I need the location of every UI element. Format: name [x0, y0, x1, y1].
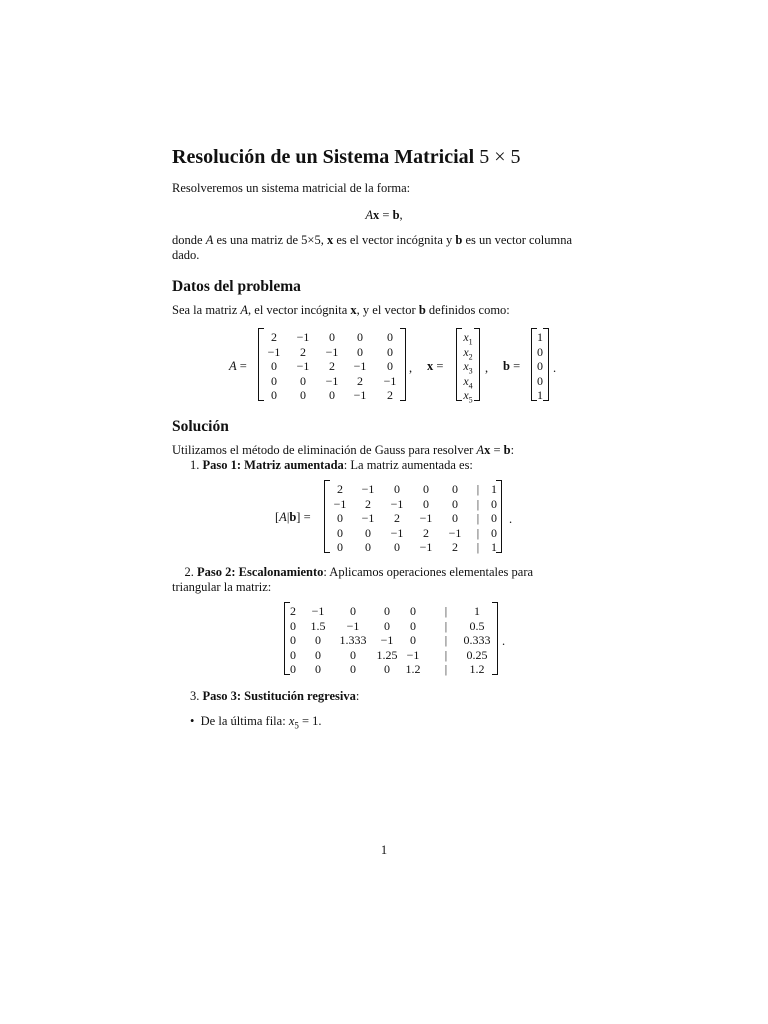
echelon-matrix-cell: 0 — [384, 604, 390, 618]
vector-b-cell: 0 — [537, 373, 543, 388]
augmented-matrix-cell: 0 — [337, 525, 343, 540]
echelon-matrix — [284, 602, 498, 675]
augmented-matrix-cell: 0 — [423, 482, 429, 496]
echelon-matrix-cell: 0 — [410, 604, 416, 618]
matrix-A-cell: 0 — [271, 359, 277, 373]
augmented-matrix-cell: 0 — [337, 540, 343, 554]
augmented-matrix-cell: 0 — [491, 525, 497, 540]
augmented-matrix-cell: | — [476, 540, 480, 554]
step-1: 1. Paso 1: Matriz aumentada: La matriz aumentada es: — [190, 458, 473, 472]
echelon-matrix-cell: 0 — [410, 633, 416, 647]
section-datos-heading: Datos del problema — [172, 278, 301, 295]
augmented-matrix-cell: −1 — [419, 511, 433, 525]
vector-x-cell: $x_2$ — [463, 344, 473, 361]
datos-intro: Sea la matriz A, el vector incógnita x, y el vector b definidos como: — [172, 303, 510, 317]
echelon-matrix-cell: 0 — [350, 662, 356, 676]
augmented-matrix — [324, 480, 502, 553]
augmented-matrix-cell: | — [476, 511, 480, 525]
echelon-matrix-cell: 0 — [350, 647, 356, 662]
intro-equation: Ax = b, — [365, 208, 403, 222]
matrix-A-cell: 2 — [271, 330, 277, 344]
augmented-matrix-cell: −1 — [333, 496, 347, 511]
step-3: 3. Paso 3: Sustitución regresiva: — [190, 689, 360, 703]
matrix-A-cell: −1 — [296, 330, 310, 344]
echelon-matrix-cell: 1.333 — [339, 633, 367, 647]
matrix-A-cell: 0 — [271, 373, 277, 388]
augmented-matrix-cell: 2 — [452, 540, 458, 554]
augmented-matrix-cell: 0 — [365, 525, 371, 540]
matrix-A-label: A = — [229, 359, 247, 373]
page-number: 1 — [380, 843, 388, 857]
echelon-matrix-cell: 0.5 — [469, 618, 485, 633]
echelon-matrix-cell: 0 — [350, 604, 356, 618]
page-title — [172, 146, 521, 169]
solucion-intro: Utilizamos el método de eliminación de Gauss para resolver Ax = b: — [172, 443, 515, 457]
augmented-end-period: . — [509, 512, 513, 526]
augmented-matrix-cell: 0 — [423, 496, 429, 511]
matrix-A-cell: 0 — [300, 373, 306, 388]
augmented-matrix-cell: 0 — [365, 540, 371, 554]
augmented-matrix-cell: −1 — [419, 540, 433, 554]
echelon-matrix-cell: | — [444, 633, 448, 647]
matrix-A-cell: 0 — [387, 330, 393, 344]
matrix-A-cell: −1 — [353, 359, 367, 373]
augmented-matrix-cell: 0 — [491, 511, 497, 525]
matrix-A-cell: −1 — [325, 344, 339, 359]
augmented-matrix-cell: 0 — [452, 482, 458, 496]
intro-paragraph: donde A es una matriz de 5×5, x es el vector incógnita y b es un vector columna dado. — [172, 233, 573, 262]
echelon-matrix-cell: 0 — [290, 633, 296, 647]
matrix-A-cell: 2 — [329, 359, 335, 373]
augmented-matrix-cell: 1 — [491, 540, 497, 554]
augmented-matrix-cell: 0 — [491, 496, 497, 511]
matrix-A-cell: 0 — [329, 330, 335, 344]
vector-x-cell: $x_4$ — [463, 373, 473, 390]
matrix-A-cell: 2 — [387, 388, 393, 402]
vector-b-cell: 1 — [537, 388, 543, 402]
augmented-matrix-cell: 0 — [452, 511, 458, 525]
augmented-matrix-cell: −1 — [361, 511, 375, 525]
augmented-matrix-cell: | — [476, 482, 480, 496]
matrix-A-cell: −1 — [296, 359, 310, 373]
matrix-A-cell: 0 — [329, 388, 335, 402]
echelon-matrix-cell: 0 — [290, 618, 296, 633]
intro-line-1: Resolveremos un sistema matricial de la forma: — [172, 181, 411, 195]
bullet-icon: • — [190, 714, 195, 728]
matrix-A-cell: 0 — [387, 344, 393, 359]
echelon-matrix-cell: 0 — [315, 647, 321, 662]
vector-x-cell: $x_1$ — [463, 330, 473, 347]
echelon-matrix-cell: 0 — [315, 633, 321, 647]
echelon-matrix-cell: −1 — [380, 633, 394, 647]
echelon-matrix-cell: 0 — [410, 618, 416, 633]
step-2: 2. Paso 2: Escalonamiento: Aplicamos operaciones elementales para triangular la matriz: — [172, 565, 534, 594]
augmented-matrix-cell: 0 — [394, 482, 400, 496]
echelon-matrix-cell: | — [444, 662, 448, 676]
matrix-A-cell: 0 — [357, 344, 363, 359]
augmented-matrix-cell: 0 — [394, 540, 400, 554]
augmented-matrix-cell: 2 — [394, 511, 400, 525]
echelon-matrix-cell: −1 — [346, 618, 360, 633]
separator-comma-2: , — [485, 361, 489, 375]
echelon-matrix-cell: 0 — [290, 662, 296, 676]
echelon-matrix-cell: 1.25 — [376, 647, 398, 662]
matrix-A-cell: 2 — [300, 344, 306, 359]
augmented-label: [A|b] = — [275, 510, 311, 524]
echelon-matrix-cell: 0 — [384, 618, 390, 633]
echelon-matrix-cell: 2 — [290, 604, 296, 618]
echelon-matrix-cell: −1 — [406, 647, 420, 662]
vector-b — [531, 328, 549, 401]
augmented-matrix-cell: −1 — [390, 496, 404, 511]
echelon-matrix-cell: 0.333 — [463, 633, 491, 647]
bullet-item: • De la última fila: $x_5 = 1$. — [190, 714, 322, 731]
augmented-matrix-cell: 0 — [337, 511, 343, 525]
augmented-matrix-cell: 1 — [491, 482, 497, 496]
echelon-matrix-cell: | — [444, 647, 448, 662]
matrix-A-cell: 2 — [357, 373, 363, 388]
matrix-A-cell: −1 — [353, 388, 367, 402]
augmented-matrix-cell: −1 — [390, 525, 404, 540]
augmented-matrix-cell: 2 — [365, 496, 371, 511]
matrix-A-cell: −1 — [325, 373, 339, 388]
title-size: 5 × 5 — [479, 146, 521, 168]
echelon-end-period: . — [502, 634, 506, 648]
augmented-matrix-cell: 2 — [337, 482, 343, 496]
augmented-matrix-cell: 0 — [452, 496, 458, 511]
echelon-matrix-cell: 0 — [290, 647, 296, 662]
matrix-A-cell: 0 — [271, 388, 277, 402]
matrix-A-cell: 0 — [387, 359, 393, 373]
matrix-A-cell: 0 — [357, 330, 363, 344]
vector-b-cell: 0 — [537, 344, 543, 359]
vector-x — [456, 328, 480, 405]
augmented-matrix-cell: | — [476, 525, 480, 540]
echelon-matrix-cell: 1.2 — [469, 662, 485, 676]
echelon-matrix-cell: −1 — [311, 604, 325, 618]
vector-x-cell: $x_5$ — [463, 388, 473, 405]
echelon-matrix-cell: | — [444, 604, 448, 618]
matrix-A-cell: 0 — [300, 388, 306, 402]
echelon-matrix-cell: 0.25 — [466, 647, 488, 662]
title-text: Resolución de un Sistema Matricial — [172, 146, 475, 168]
vector-x-cell: $x_3$ — [463, 359, 473, 376]
matrix-A-cell: −1 — [383, 373, 397, 388]
vector-b-label: b = — [503, 359, 521, 373]
echelon-matrix-cell: 0 — [315, 662, 321, 676]
vector-x-label: x = — [427, 359, 444, 373]
datos-end-period: . — [553, 361, 557, 375]
augmented-matrix-cell: 2 — [423, 525, 429, 540]
section-solucion-heading: Solución — [172, 418, 229, 435]
echelon-matrix-cell: | — [444, 618, 448, 633]
separator-comma-1: , — [409, 361, 413, 375]
augmented-matrix-cell: −1 — [448, 525, 462, 540]
echelon-matrix-cell: 1 — [474, 604, 480, 618]
vector-b-cell: 1 — [537, 330, 543, 344]
vector-b-cell: 0 — [537, 359, 543, 373]
matrix-A-cell: −1 — [267, 344, 281, 359]
echelon-matrix-cell: 1.2 — [405, 662, 421, 676]
augmented-matrix-cell: | — [476, 496, 480, 511]
augmented-matrix-cell: −1 — [361, 482, 375, 496]
echelon-matrix-cell: 0 — [384, 662, 390, 676]
matrix-A — [258, 328, 406, 401]
echelon-matrix-cell: 1.5 — [310, 618, 326, 633]
